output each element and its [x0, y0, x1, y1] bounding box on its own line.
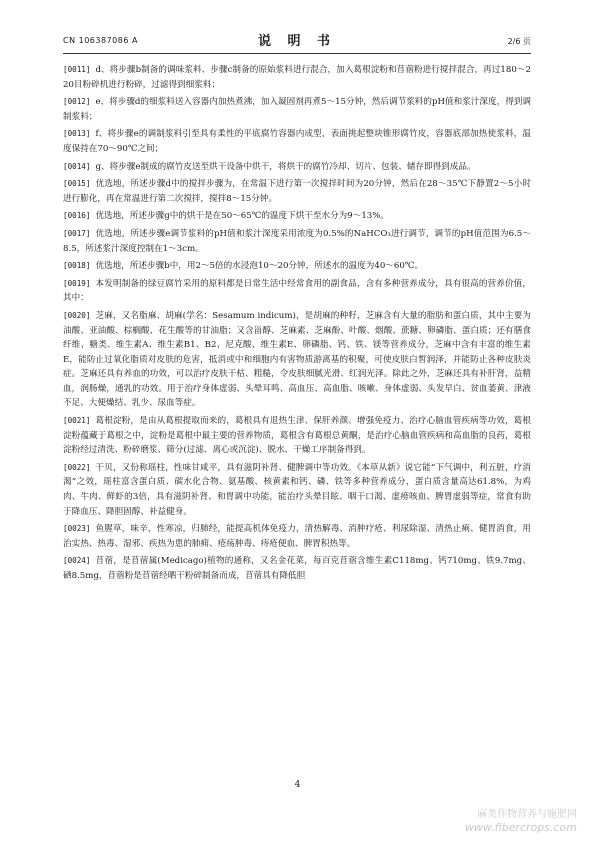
- paragraph-0013: [63, 127, 531, 156]
- paragraph-text: 优选地，所述步骤d中的搅拌步骤为，在常温下进行第一次搅拌时间为20分钟，然后在28～35℃下静置2～5小时进行膨化，再在常温进行第二次搅拌，搅拌8～15分钟。: [63, 179, 531, 204]
- paragraph-0011: [63, 63, 531, 92]
- paragraph-text: 干贝，又份称瑶柱，性味甘咸平，具有滋阴补肾、健脾调中等功效。《本草从新》说它能“下气调中，利五脏，疗消渴”之效，瑶柱富含蛋白质、碳水化合物、氨基酸、核黄素和钙、磷、铁等多种营养成分，蛋白质含量高达61.8%，为鸡肉、牛肉、鲜虾的3倍，具有滋阴补肾、和胃调中功能，能治疗头晕目眩、咽干口渴、虚痨咳血、脾胃虚弱等症，常食有助于降血压、降胆固醇、补益健身。: [63, 462, 531, 517]
- paragraph-text: 优选地，所述步骤b中，用2～5倍的水浸泡10～20分钟，所述水的温度为40～60℃。: [95, 261, 424, 272]
- description-body: [63, 63, 531, 587]
- page-header: [63, 30, 531, 50]
- paragraph-text: d、将步骤b制备的调味浆料、步骤c制备的原始浆料进行混合，加入葛根淀粉和苜蓿粉进行搅拌混合，再过180～220目粉碎机进行粉碎，过滤得到细浆料；: [63, 65, 531, 90]
- paragraph-text: f、将步骤e的调制浆料引至具有柔性的平底腐竹容器内成型，表面挑起整块锥形腐竹皮，容器底部加热使浆料，温度保持在70～90℃之间；: [63, 129, 531, 154]
- paragraph-number: [0017]: [63, 228, 91, 238]
- paragraph-number: [0021]: [63, 416, 91, 426]
- paragraph-text: g、将步骤e制成的腐竹皮送至烘干设备中烘干，将烘干的腐竹冷却、切片、包装、储存即得到成品。: [95, 161, 476, 172]
- watermark-site-name: 麻类作物营养与施肥网: [477, 809, 577, 820]
- paragraph-0019: [63, 277, 531, 306]
- paragraph-number: [0024]: [63, 556, 91, 566]
- paragraph-number: [0019]: [63, 278, 91, 288]
- paragraph-text: e、将步骤d的细浆料送入容器内加热煮沸，加入凝固剂再煮5～15分钟，然后调节浆料的pH值和浆汁深度，得到调制浆料；: [63, 97, 531, 122]
- publication-number: CN 106387086 A: [63, 36, 138, 45]
- paragraph-number: [0015]: [63, 179, 91, 189]
- paragraph-0015: [63, 177, 531, 206]
- watermark-url: www.fibercrops.com: [464, 821, 577, 834]
- paragraph-text: 鱼腥草，味辛，性寒凉，归肺经，能提高机体免疫力，清热解毒、消肿疗疮、利尿除湿、清热止痢、健胃消食，用治实热、热毒、湿邪、疾热为患的肺痈、疮疡肿毒、痔疮便血、脾胃积热等。: [63, 524, 531, 549]
- paragraph-number: [0012]: [63, 97, 91, 107]
- paragraph-0022: [63, 461, 531, 519]
- paragraph-number: [0018]: [63, 261, 91, 271]
- paragraph-number: [0013]: [63, 129, 91, 139]
- paragraph-0012: [63, 95, 531, 124]
- header-divider: [63, 53, 531, 54]
- paragraph-text: 优选地，所述步骤g中的烘干是在50～65℃的温度下烘干至水分为9～13%。: [95, 211, 390, 222]
- paragraph-number: [0023]: [63, 524, 91, 534]
- paragraph-0021: [63, 414, 531, 458]
- paragraph-0014: [63, 160, 531, 175]
- paragraph-text: 葛根淀粉，是由从葛根提取而来的，葛根具有退热生津、保肝养颜、增强免疫力、治疗心脑血管疾病等功效，葛根淀粉蕴藏于葛根之中，淀粉是葛根中最主要的营养物质，葛根含有葛根总黄酮，是治疗心脑血管疾病和高血脂的良药，葛根淀粉经过清洗、粉碎磨浆、筛分(过滤、离心或沉淀)、脱水、干燥工序制备得到。: [63, 416, 531, 456]
- paragraph-0018: [63, 259, 531, 274]
- paragraph-number: [0020]: [63, 310, 91, 320]
- paragraph-number: [0014]: [63, 161, 91, 171]
- paragraph-text: 本发明制备的绿豆腐竹采用的原料都是日常生活中经常食用的副食品，含有多种营养成分，具有很高的营养价值，其中：: [63, 278, 531, 304]
- paragraph-0016: [63, 209, 531, 224]
- watermark: [465, 808, 577, 834]
- paragraph-number: [0016]: [63, 211, 91, 221]
- paragraph-text: 芝麻，又名脂麻、胡麻(学名：Sesamum indicum)，是胡麻的种籽，芝麻含有大量的脂肪和蛋白质，其中主要为油酸、亚油酸、棕榈酸、花生酸等的甘油脂；又含甾醇、芝麻素、芝麻酚、叶酸、烟酸、蔗糖、卵磷脂、蛋白质；还有膳食纤维、糖类、维生素A、维生素B1、B2、尼克酸、维生素E、卵磷脂、钙、铁、镁等营养成分，芝麻中含有丰富的维生素E，能防止过氧化脂质对皮肤的危害，抵消或中和细胞内有害物质游离基的积聚，可使皮肤白皙润泽，并能防止各种皮肤炎症。芝麻还具有养血的功效，可以治疗皮肤干枯、粗糙，令皮肤细腻光滑、红润光泽。除此之外，芝麻还具有补肝肾，益精血，润肠燥，通乳的功效。用于治疗身体虚弱、头晕耳鸣、高血压、高血脂、咳嗽、身体虚弱、头发早白、贫血萎黄、津液不足、大便燥结、乳少、尿血等症。: [63, 310, 531, 409]
- paragraph-0020: [63, 309, 531, 411]
- paragraph-0017: [63, 227, 531, 256]
- paragraph-0024: [63, 554, 531, 583]
- paragraph-text: 苜蓿，是苜蓿属(Medicago)植物的通称，又名金花菜，每百克苜蓿含维生素C118mg、钙710mg、铁9.7mg、硒8.5mg，苜蓿粉是苜蓿经晒干粉碎制备而成，苜蓿具有降低胆: [63, 556, 531, 581]
- paragraph-0023: [63, 522, 531, 551]
- paragraph-text: 优选地，所述步骤e调节浆料的pH值和浆汁深度采用浓度为0.5%的NaHCO₃进行调节，调节的pH值范围为6.5～8.5，所述浆汁深度控制在1～3cm。: [63, 228, 531, 254]
- paragraph-number: [0022]: [63, 462, 91, 472]
- paragraph-number: [0011]: [63, 65, 91, 74]
- page-indicator: 2/6 页: [507, 37, 531, 46]
- document-title: 说 明 书: [257, 34, 337, 49]
- page-number: 4: [294, 780, 301, 790]
